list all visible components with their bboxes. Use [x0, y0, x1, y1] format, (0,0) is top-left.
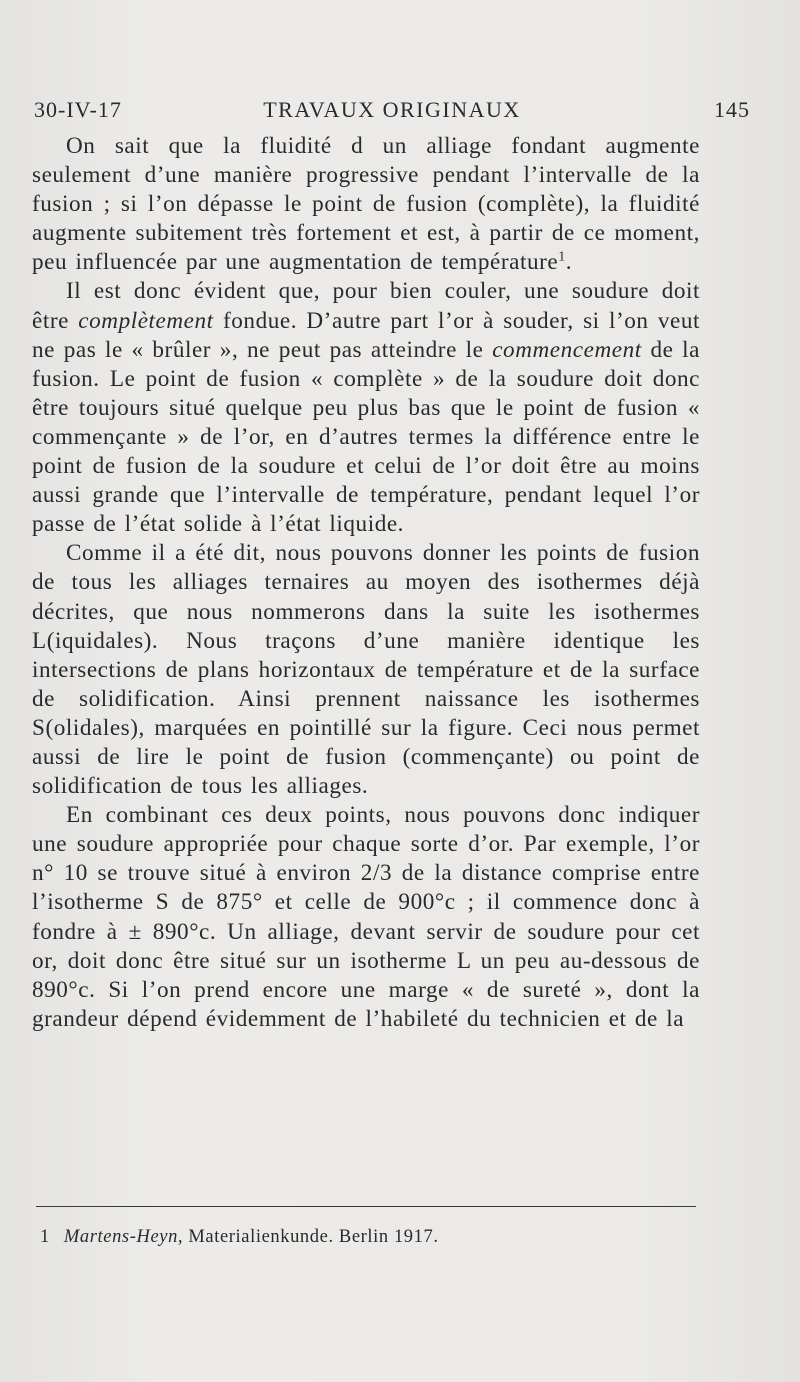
emphasis-commencement: commencement: [492, 336, 642, 363]
footnote-authors: Martens-Heyn,: [63, 1227, 184, 1247]
body-text: [32, 132, 700, 1034]
running-head: [34, 97, 750, 127]
footnote: [40, 1227, 700, 1248]
paragraph-2: Il est donc évident que, pour bien couler, une soudure doit être complètement fondue. D’autre part l’or à souder, si l’on veut ne pas le « brûler », ne peut pas atteindre le commencement de la fusion. Le point de fusion « complète » de la soudure doit donc être toujours situé quelque peu plus bas que le point de fusion « commençante » de l’or, en d’autres termes la différence entre le point de fusion de la soudure et celui de l’or doit être au moins aussi grande que l’intervalle de température, pendant lequel l’or passe de l’état solide à l’état liquide.: [32, 278, 700, 538]
page-number: 145: [714, 97, 750, 122]
footnote-divider: [36, 1206, 696, 1207]
footnote-text: Materialienkunde. Berlin 1917.: [183, 1227, 439, 1247]
paragraph-1: On sait que la fluidité d un alliage fondant augmente seulement d’une manière progressive pendant l’intervalle de la fusion ; si l’on dépasse le point de fusion (complète), la fluidité augmente subitement très fortement et est, à partir de ce moment, peu influencée par une augmentation de température$^1$.: [32, 133, 700, 276]
paragraph-3: Comme il a été dit, nous pouvons donner les points de fusion de tous les alliages ternaires au moyen des isothermes déjà décrites, que nous nommerons dans la suite les isothermes L(iquidales). Nous traçons d’une manière identique les intersections de plans horizontaux de température et de la surface de solidification. Ainsi prennent naissance les isothermes S(olidales), marquées en pointillé sur la figure. Ceci nous permet aussi de lire le point de fusion (commençante) ou point de solidification de tous les alliages.: [32, 540, 700, 800]
header-date: 30-IV-17: [34, 97, 122, 122]
paragraph-4: En combinant ces deux points, nous pouvons donc indiquer une soudure appropriée pour chaque sorte d’or. Par exemple, l’or n° 10 se trouve situé à environ 2/3 de la distance comprise entre l’isotherme S de 875° et celle de 900°c ; il commence donc à fondre à ± 890°c. Un alliage, devant servir de soudure pour cet or, doit donc être situé sur un isotherme L un peu au-dessous de 890°c. Si l’on prend encore une marge « de sureté », dont la grandeur dépend évidemment de l’habileté du technicien et de la: [32, 802, 700, 1032]
header-title: TRAVAUX ORIGINAUX: [263, 97, 521, 122]
footnote-reference: 1: [558, 249, 566, 265]
footnote-number: 1: [40, 1227, 50, 1247]
emphasis-completement: complètement: [78, 307, 214, 334]
